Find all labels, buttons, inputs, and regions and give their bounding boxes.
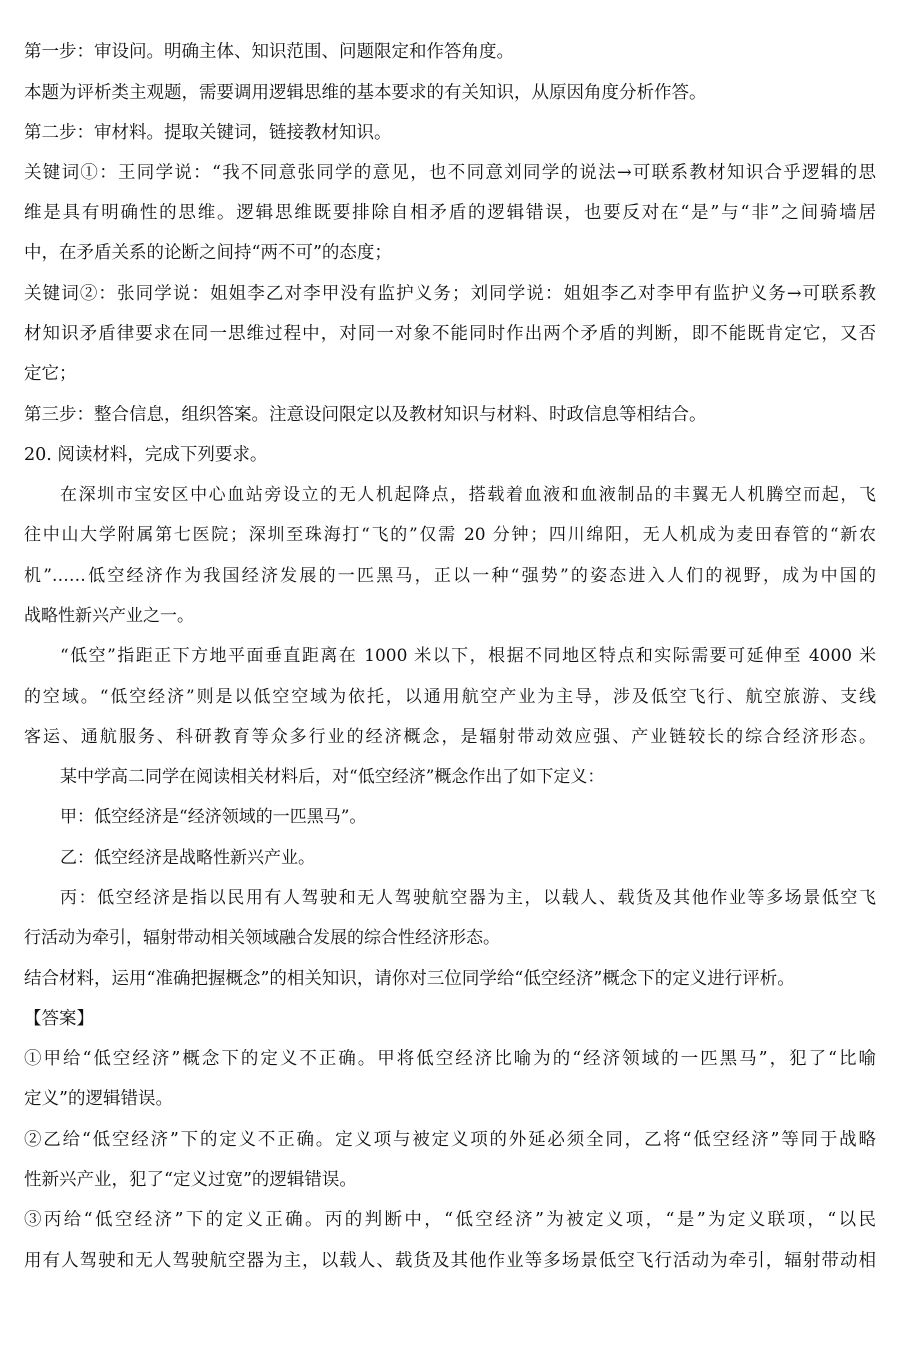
question-title: 20. 阅读材料，完成下列要求。 bbox=[24, 445, 268, 465]
step-two-line: 第二步：审材料。提取关键词，链接教材知识。 bbox=[24, 123, 392, 143]
answer-heading: 【答案】 bbox=[24, 1009, 94, 1029]
question-prompt: 结合材料，运用“准确把握概念”的相关知识，请你对三位同学给“低空经济”概念下的定义进行评析。 bbox=[24, 969, 795, 989]
material-p3-line: 某中学高二同学在阅读相关材料后，对“低空经济”概念作出了如下定义： bbox=[60, 767, 605, 787]
analysis-line: 本题为评析类主观题，需要调用逻辑思维的基本要求的有关知识，从原因角度分析作答。 bbox=[24, 83, 707, 103]
definition-bing-line-1: 丙：低空经济是指以民用有人驾驶和无人驾驶航空器为主，以载人、载货及其他作业等多场景低空飞 bbox=[60, 888, 876, 908]
keyword-one-line-1: 关键词①：王同学说：“我不同意张同学的意见，也不同意刘同学的说法→可联系教材知识合乎逻辑的思 bbox=[24, 163, 876, 183]
keyword-one-line-3: 中，在矛盾关系的论断之间持“两不可”的态度； bbox=[24, 243, 392, 263]
step-one-line: 第一步：审设问。明确主体、知识范围、问题限定和作答角度。 bbox=[24, 42, 514, 62]
definition-jia: 甲：低空经济是“经济领域的一匹黑马”。 bbox=[60, 807, 367, 827]
definition-bing-line-2: 行活动为牵引，辐射带动相关领域融合发展的综合性经济形态。 bbox=[24, 928, 500, 948]
keyword-two-line-3: 定它； bbox=[24, 364, 77, 384]
answer-point-2-line-2: 性新兴产业，犯了“定义过宽”的逻辑错误。 bbox=[24, 1170, 357, 1190]
material-p2-line-3: 客运、通航服务、科研教育等众多行业的经济概念，是辐射带动效应强、产业链较长的综合经济形态。 bbox=[24, 727, 876, 747]
material-p1-line-1: 在深圳市宝安区中心血站旁设立的无人机起降点，搭载着血液和血液制品的丰翼无人机腾空而起，飞 bbox=[60, 485, 876, 505]
answer-point-3-line-2: 用有人驾驶和无人驾驶航空器为主，以载人、载货及其他作业等多场景低空飞行活动为牵引，辐射带动相 bbox=[24, 1251, 876, 1271]
step-three-line: 第三步：整合信息，组织答案。注意设问限定以及教材知识与材料、时政信息等相结合。 bbox=[24, 405, 707, 425]
keyword-two-line-1: 关键词②：张同学说：姐姐李乙对李甲没有监护义务；刘同学说：姐姐李乙对李甲有监护义务→可联系教 bbox=[24, 284, 876, 304]
answer-point-3-line-1: ③丙给“低空经济”下的定义正确。丙的判断中，“低空经济”为被定义项，“是”为定义联项，“以民 bbox=[24, 1210, 876, 1230]
material-p1-line-3: 机”……低空经济作为我国经济发展的一匹黑马，正以一种“强势”的姿态进入人们的视野，成为中国的 bbox=[24, 566, 876, 586]
answer-point-1-line-2: 定义”的逻辑错误。 bbox=[24, 1089, 173, 1109]
answer-point-1-line-1: ①甲给“低空经济”概念下的定义不正确。甲将低空经济比喻为的“经济领域的一匹黑马”，犯了“比喻 bbox=[24, 1049, 876, 1069]
answer-point-2-line-1: ②乙给“低空经济”下的定义不正确。定义项与被定义项的外延必须全同，乙将“低空经济”等同于战略 bbox=[24, 1130, 876, 1150]
keyword-two-line-2: 材知识矛盾律要求在同一思维过程中，对同一对象不能同时作出两个矛盾的判断，即不能既肯定它，又否 bbox=[24, 324, 876, 344]
keyword-one-line-2: 维是具有明确性的思维。逻辑思维既要排除自相矛盾的逻辑错误，也要反对在“是”与“非”之间骑墙居 bbox=[24, 203, 876, 223]
definition-yi: 乙：低空经济是战略性新兴产业。 bbox=[60, 848, 315, 868]
material-p2-line-2: 的空域。“低空经济”则是以低空空域为依托，以通用航空产业为主导，涉及低空飞行、航空旅游、支线 bbox=[24, 687, 876, 707]
material-p2-line-1: “低空”指距正下方地平面垂直距离在 1000 米以下，根据不同地区特点和实际需要可延伸至 4000 米 bbox=[60, 646, 876, 666]
material-p1-line-2: 往中山大学附属第七医院；深圳至珠海打“飞的”仅需 20 分钟；四川绵阳，无人机成为麦田春管的“新农 bbox=[24, 525, 876, 545]
material-p1-line-4: 战略性新兴产业之一。 bbox=[24, 606, 194, 626]
